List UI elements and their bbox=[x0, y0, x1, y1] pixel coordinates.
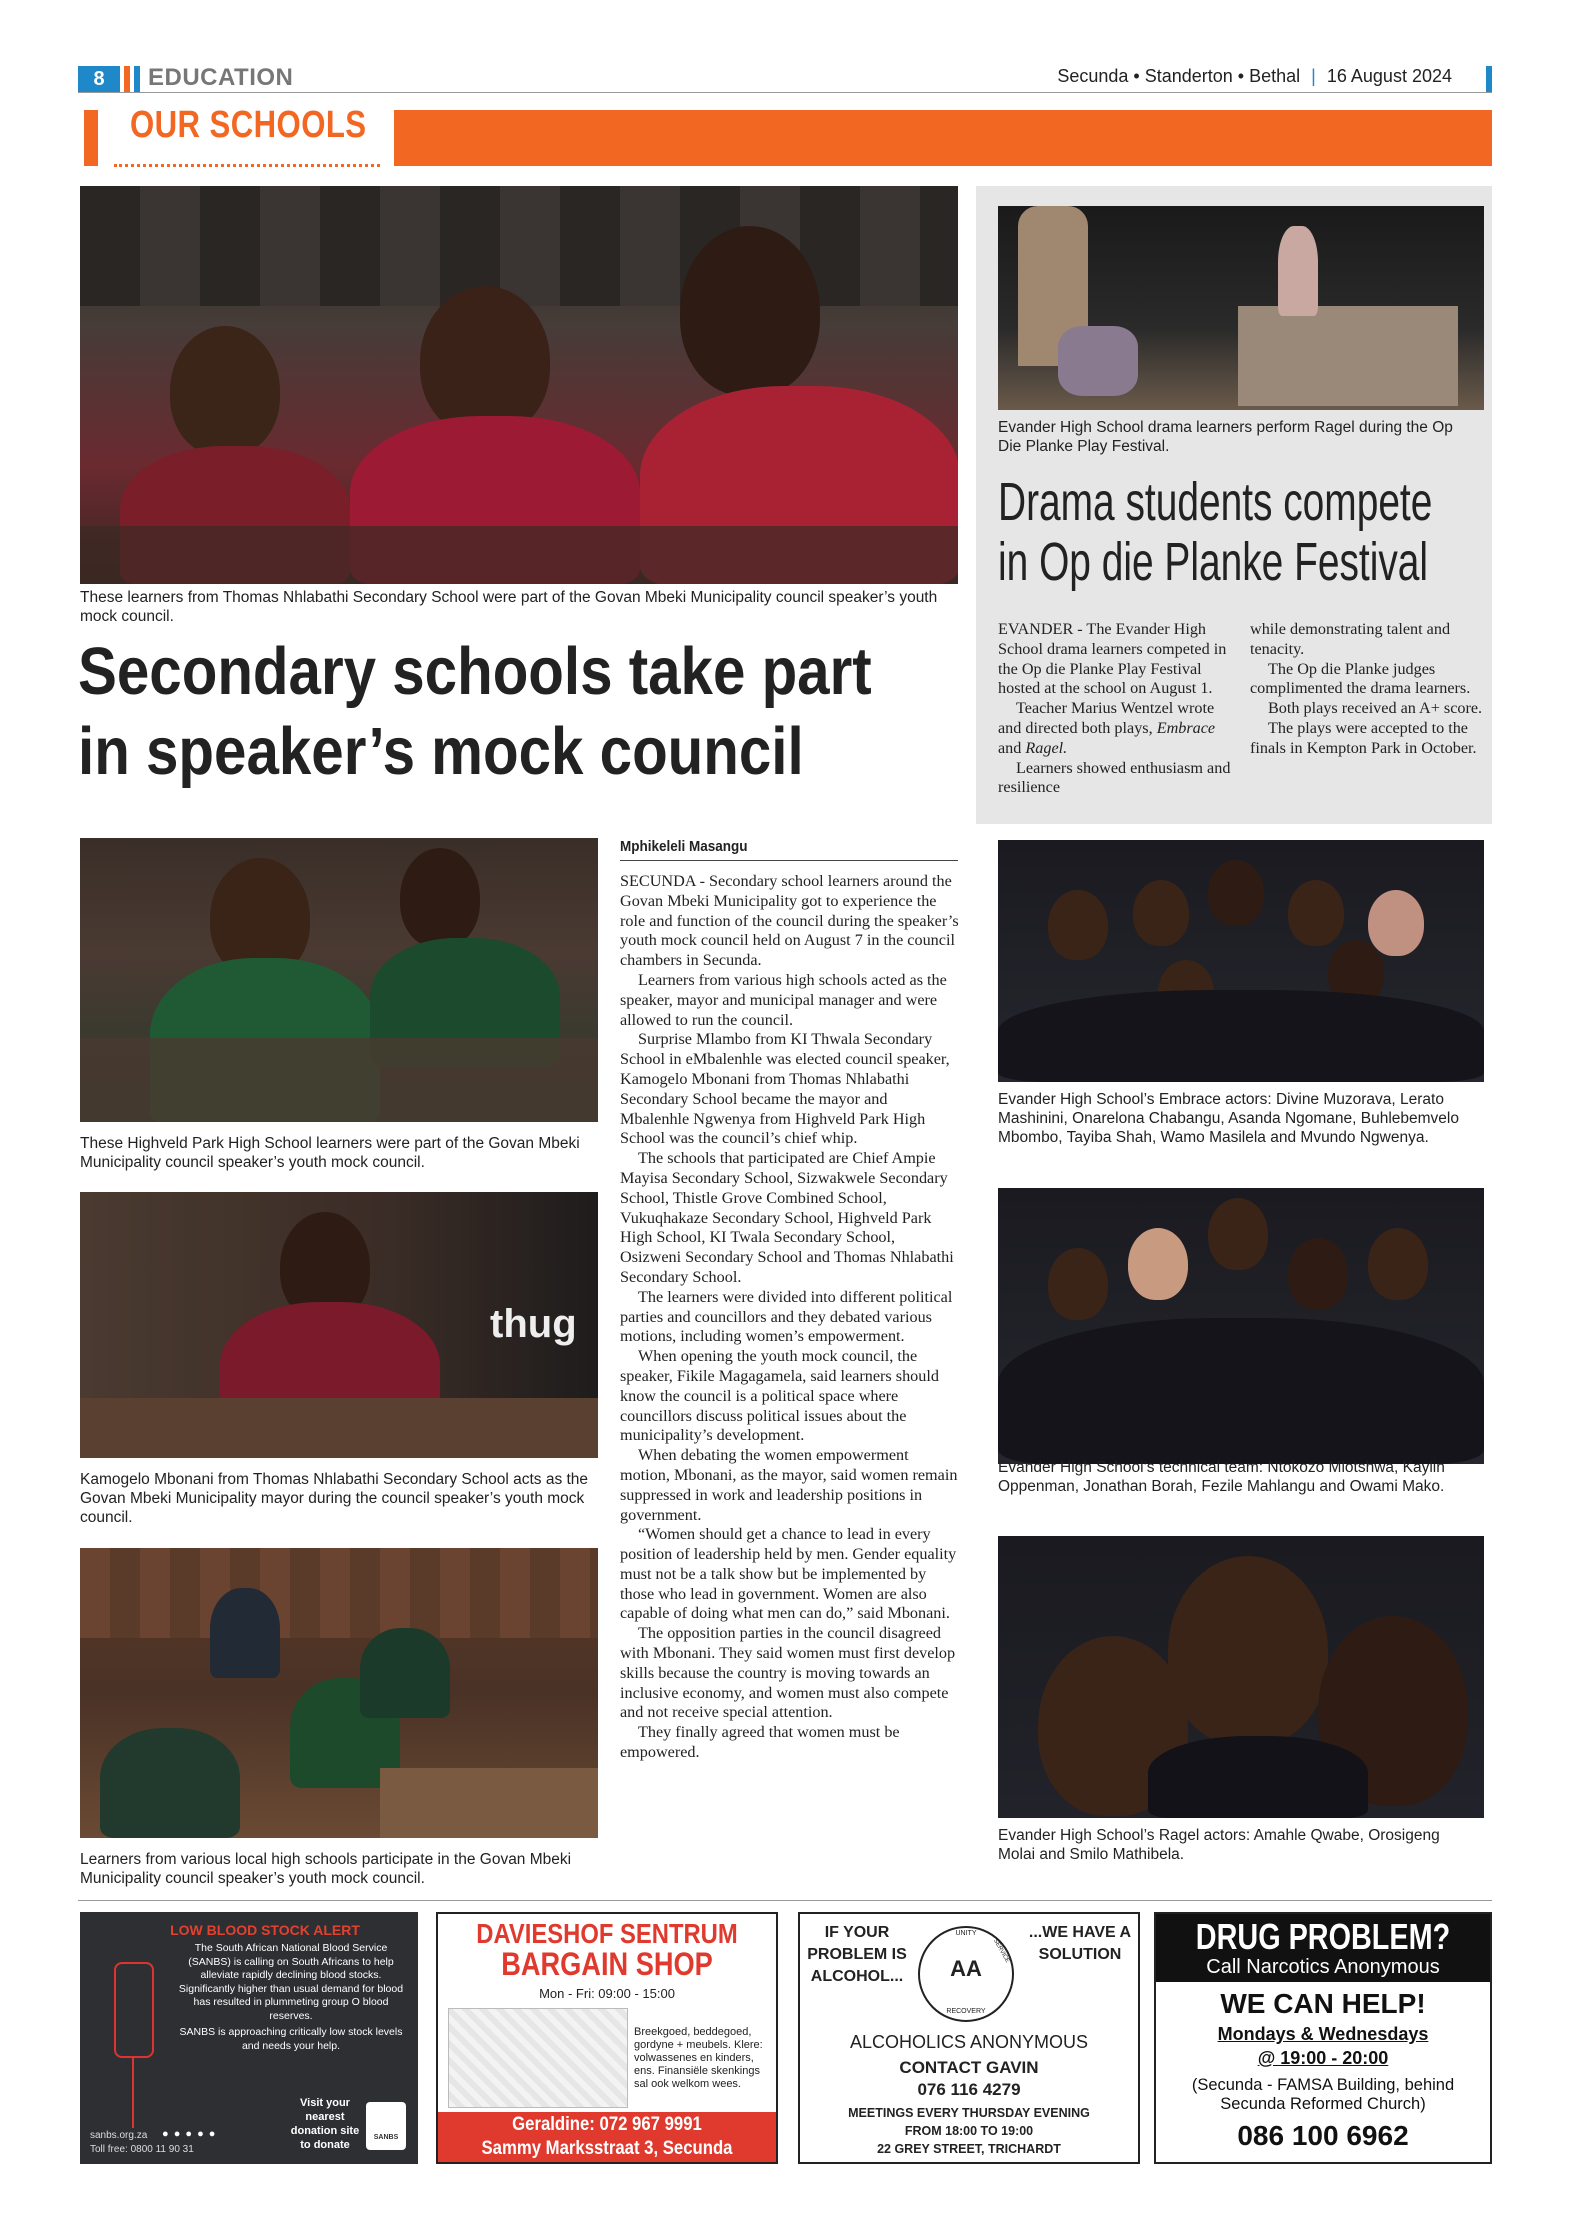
photo-learners-various-schools bbox=[80, 1548, 598, 1838]
drama-headline-line1: Drama students compete bbox=[998, 472, 1433, 532]
sanbs-logo: SANBS bbox=[366, 2102, 406, 2150]
header-rule bbox=[78, 92, 1492, 93]
ad-alcoholics-anonymous bbox=[798, 1912, 1140, 2164]
blood-ad-title: LOW BLOOD STOCK ALERT bbox=[170, 1922, 360, 1938]
blood-ad-site: sanbs.org.za bbox=[90, 2130, 148, 2141]
na-time: @ 19:00 - 20:00 bbox=[1257, 2048, 1389, 2068]
drama-headline bbox=[998, 472, 1433, 592]
aa-address: 22 GREY STREET, TRICHARDT bbox=[877, 2142, 1061, 2156]
main-story-body bbox=[620, 872, 960, 1763]
blood-ad-tollfree: Toll free: 0800 11 90 31 bbox=[90, 2144, 194, 2155]
davieshof-line1: DAVIESHOF SENTRUM bbox=[476, 1918, 738, 1949]
photo-mock-council-learners bbox=[80, 186, 958, 584]
davieshof-desc: Breekgoed, beddegoed, gordyne + meubels. Klere: volwassenes en kinders, ens. Finansiële skenkings sal ook welkom wees. bbox=[634, 2026, 763, 2090]
photo-kamogelo-mayor bbox=[80, 1192, 598, 1458]
header-right-tick bbox=[1486, 66, 1492, 92]
header-orange-tick bbox=[124, 66, 130, 92]
furniture-illustration bbox=[448, 2008, 628, 2108]
aa-time: FROM 18:00 TO 19:00 bbox=[904, 2124, 1034, 2138]
paragraph: “Women should get a chance to lead in every position of leadership held by men. Gender equality must not be a talk show but be implemented by those who lead in government. Women are also capable of doing what men can do,” said Mbonani. bbox=[620, 1525, 957, 1623]
na-title: DRUG PROBLEM? bbox=[1195, 1916, 1451, 1957]
aa-logo-icon bbox=[918, 1926, 1014, 2022]
caption-technical-team: Evander High School’s technical team: Ntokozo Mlotshwa, Kaylin Oppenman, Jonathan Borah, Fezile Mahlangu and Owami Mako. bbox=[998, 1459, 1445, 1495]
drama-body-col1 bbox=[998, 620, 1234, 798]
aa-right-text: ...WE HAVE A SOLUTION bbox=[1028, 1924, 1132, 1963]
photo-back-row bbox=[80, 186, 958, 306]
edition-date: 16 August 2024 bbox=[1326, 66, 1452, 86]
photo-sign-text: thug bbox=[490, 1302, 577, 1346]
davieshof-line2: BARGAIN SHOP bbox=[501, 1946, 713, 1982]
paragraph: Both plays received an A+ score. bbox=[1268, 699, 1483, 718]
photo-ragel-actors bbox=[998, 1536, 1484, 1818]
drama-body-col2 bbox=[1250, 620, 1486, 759]
banner-title: OUR SCHOOLS bbox=[130, 104, 367, 146]
paragraph: The plays were accepted to the finals in Kempton Park in October. bbox=[1250, 718, 1477, 757]
davieshof-contact: Geraldine: 072 967 9991 bbox=[512, 2114, 702, 2135]
aa-logo-text: AA bbox=[950, 1956, 982, 1981]
caption-ragel-actors: Evander High School’s Ragel actors: Amahle Qwabe, Orosigeng Molai and Smilo Mathibela. bbox=[998, 1827, 1440, 1863]
paragraph: The schools that participated are Chief Ampie Mayisa Secondary School, Sizwakwele Secondary School, Thistle Grove Combined School, Vukuqhakaze Secondary School, Highveld Park High School, KI Twala Secondary School, Osizweni Secondary School and Thomas Nhlabathi Secondary School. bbox=[620, 1149, 954, 1286]
social-icons: ● ● ● ● ● bbox=[162, 2128, 217, 2140]
blood-bag-icon bbox=[114, 1962, 154, 2058]
paragraph: Learners from various high schools acted as the speaker, mayor and municipal manager and were allowed to run the council. bbox=[620, 970, 947, 1029]
na-sub: Call Narcotics Anonymous bbox=[1206, 1956, 1440, 1978]
paragraph: The Op die Planke judges complimented the drama learners. bbox=[1250, 659, 1471, 698]
byline-rule bbox=[620, 860, 958, 861]
blood-ad-text2: SANBS is approaching critically low stock levels and needs your help. bbox=[179, 2026, 403, 2052]
photo-highveld-park-learners bbox=[80, 838, 598, 1122]
paragraph: When opening the youth mock council, the speaker, Fikile Magagamela, said learners should know the council is a political space where councillors discuss political issues about the municipality’s development. bbox=[620, 1347, 939, 1445]
caption-kamogelo-photo: Kamogelo Mbonani from Thomas Nhlabathi Secondary School acts as the Govan Mbeki Municipality mayor during the council speaker’s youth mock council. bbox=[80, 1471, 589, 1526]
banner-dots bbox=[114, 164, 380, 167]
aa-ring-right: SERVICE bbox=[991, 1938, 1011, 1964]
caption-embrace-actors: Evander High School’s Embrace actors: Divine Muzorava, Lerato Mashinini, Onarelona Chabangu, Asanda Ngomane, Buhlebemvelo Mbombo, Tayiba Shah, Wamo Masilela and Mvundo Ngwenya. bbox=[998, 1091, 1459, 1146]
header-blue-tick bbox=[134, 66, 140, 92]
aa-phone: 076 116 4279 bbox=[917, 2080, 1021, 2099]
paragraph: The learners were divided into different political parties and councillors and they debated various motions, including women’s empowerment. bbox=[620, 1287, 953, 1346]
banner-orange-bar bbox=[394, 110, 1492, 166]
aa-ring-top: UNITY bbox=[955, 1930, 977, 1937]
blood-ad-visit: Visit your nearest donation site to donate bbox=[290, 2097, 360, 2151]
aa-ring-bottom: RECOVERY bbox=[946, 2008, 986, 2015]
aa-name: ALCOHOLICS ANONYMOUS bbox=[849, 2032, 1089, 2052]
photo-embrace-actors bbox=[998, 840, 1484, 1082]
edition-label: Secunda • Standerton • Bethal | 16 August 2024 bbox=[1057, 66, 1452, 86]
ads-divider bbox=[78, 1900, 1492, 1901]
aa-meetings: MEETINGS EVERY THURSDAY EVENING bbox=[848, 2106, 1090, 2120]
main-headline bbox=[78, 632, 872, 792]
blood-ad-text1: The South African National Blood Service (SANBS) is calling on South Africans to help alleviate rapidly declining blood stocks. Significantly higher than usual demand for blood has resulted in plummeting group O blood reserves. bbox=[178, 1942, 404, 2022]
na-phone: 086 100 6962 bbox=[1237, 2120, 1409, 2151]
drama-headline-line2: in Op die Planke Festival bbox=[998, 532, 1429, 592]
paragraph: EVANDER - The Evander High School drama learners competed in the Op die Planke Play Festival hosted at the school on August 1. bbox=[998, 620, 1227, 698]
main-headline-line2: in speaker’s mock council bbox=[78, 714, 804, 789]
caption-drama-stage: Evander High School drama learners perform Ragel during the Op Die Planke Play Festival. bbox=[998, 419, 1453, 455]
byline: Mphikeleli Masangu bbox=[620, 838, 748, 855]
ad-davieshof-bargain-shop bbox=[436, 1912, 778, 2164]
caption-top-photo: These learners from Thomas Nhlabathi Secondary School were part of the Govan Mbeki Municipality council speaker’s youth mock council. bbox=[80, 589, 938, 625]
paragraph: SECUNDA - Secondary school learners around the Govan Mbeki Municipality got to experience the role and function of the council during the speaker’s youth mock council held on August 7 in the council chambers in Secunda. bbox=[620, 872, 959, 970]
davieshof-address: Sammy Marksstraat 3, Secunda bbox=[481, 2138, 733, 2159]
paragraph: Learners showed enthusiasm and resilience bbox=[998, 758, 1231, 797]
ad-blood-stock bbox=[80, 1912, 418, 2164]
na-help: WE CAN HELP! bbox=[1220, 1988, 1426, 2019]
photo-drama-stage bbox=[998, 206, 1484, 410]
edition-towns: Secunda • Standerton • Bethal bbox=[1057, 66, 1301, 86]
paragraph: They finally agreed that women must be empowered. bbox=[620, 1723, 900, 1762]
ad-narcotics-anonymous bbox=[1154, 1912, 1492, 2164]
na-days: Mondays & Wednesdays bbox=[1217, 2024, 1429, 2044]
na-place: (Secunda - FAMSA Building, behind Secunda Reformed Church) bbox=[1191, 2076, 1455, 2113]
paragraph: The opposition parties in the council disagreed with Mbonani. They said women must first develop skills because the country is moving towards an inclusive economy, and women must also compete and not receive special attention. bbox=[620, 1624, 956, 1722]
paragraph: while demonstrating talent and tenacity. bbox=[1250, 620, 1451, 658]
main-headline-line1: Secondary schools take part bbox=[78, 634, 872, 709]
paragraph: Surprise Mlambo from KI Thwala Secondary School in eMbalenhle was elected council speaker, Kamogelo Mbonani from Thomas Nhlabathi Secondary School became the mayor and Mbalenhle Ngwenya from Highveld Park High School was the council’s chief whip. bbox=[620, 1030, 950, 1148]
aa-left-text: IF YOUR PROBLEM IS ALCOHOL... bbox=[807, 1924, 907, 1985]
page-number: 8 bbox=[78, 66, 120, 92]
caption-various-schools-photo: Learners from various local high schools participate in the Govan Mbeki Municipality council speaker’s youth mock council. bbox=[80, 1851, 572, 1887]
paragraph: When debating the women empowerment motion, Mbonani, as the mayor, said women remain suppressed in work and leadership positions in government. bbox=[620, 1446, 958, 1524]
banner-left-bar bbox=[84, 110, 98, 166]
blood-tube-line bbox=[132, 2058, 134, 2128]
caption-highveld-photo: These Highveld Park High School learners were part of the Govan Mbeki Municipality council speaker’s youth mock council. bbox=[80, 1135, 580, 1171]
paragraph: Teacher Marius Wentzel wrote and directed both plays, Embrace and Ragel. bbox=[998, 699, 1216, 757]
aa-contact: CONTACT GAVIN bbox=[899, 2058, 1039, 2077]
section-label: EDUCATION bbox=[148, 64, 294, 91]
photo-technical-team bbox=[998, 1188, 1484, 1464]
davieshof-hours: Mon - Fri: 09:00 - 15:00 bbox=[539, 1986, 675, 2001]
